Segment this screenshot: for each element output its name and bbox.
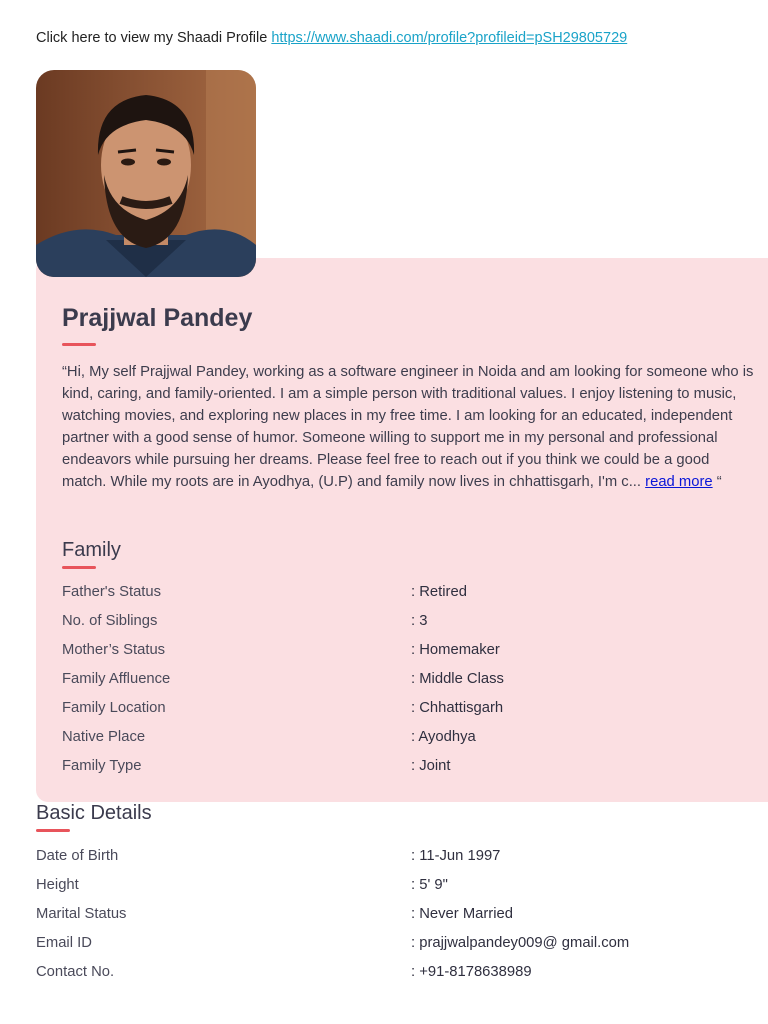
family-section-title: Family — [62, 539, 121, 561]
basic-row-contact — [36, 964, 756, 993]
name-underline — [62, 343, 96, 346]
basic-details-list — [36, 848, 756, 993]
basic-details-section-title: Basic Details — [36, 802, 152, 824]
detail-value: : prajjwalpandey009@ gmail.com — [411, 935, 629, 951]
basic-row-date-of-birth — [36, 848, 756, 877]
basic-row-email — [36, 935, 756, 964]
detail-value: : Never Married — [411, 906, 513, 922]
profile-name: Prajjwal Pandey — [62, 304, 253, 332]
detail-value: : Middle Class — [411, 671, 504, 687]
detail-label: Marital Status — [36, 906, 127, 922]
family-details-list — [62, 584, 762, 787]
detail-label: Family Location — [62, 700, 166, 716]
detail-value: : Retired — [411, 584, 467, 600]
detail-label: Date of Birth — [36, 848, 119, 864]
family-row-mothers-status — [62, 642, 762, 671]
family-row-siblings — [62, 613, 762, 642]
detail-label: Family Type — [62, 758, 142, 774]
bio-text: “Hi, My self Prajjwal Pandey, working as a software engineer in Noida and am looking for someone who is kind, caring, and family-oriented. I am a simple person with traditional values. I enjoy listening to music, watching movies, and exploring new places in my free time. I am looking for an educated, independent partner with a good sense of humor. Someone willing to support me in my personal and professional endeavors while pursuing her dreams. Please feel free to reach out if you think we could be a good match. While my roots are in Ayodhya, (U.P) and family now lives in chhattisgarh, I'm c... — [62, 364, 754, 490]
profile-link-line — [36, 30, 627, 46]
basic-details-title-underline — [36, 829, 70, 832]
family-row-type — [62, 758, 762, 787]
detail-value: : 11-Jun 1997 — [411, 848, 500, 864]
profile-link-prompt: Click here to view my Shaadi Profile — [36, 30, 268, 46]
basic-row-marital-status — [36, 906, 756, 935]
detail-value: : Chhattisgarh — [411, 700, 503, 716]
family-row-location — [62, 700, 762, 729]
detail-label: Mother’s Status — [62, 642, 166, 658]
family-title-underline — [62, 566, 96, 569]
detail-label: Email ID — [36, 935, 92, 951]
bio-close-quote: “ — [716, 474, 722, 490]
family-row-native-place — [62, 729, 762, 758]
detail-label: No. of Siblings — [62, 613, 158, 629]
detail-label: Family Affluence — [62, 671, 171, 687]
detail-value: : +91-8178638989 — [411, 964, 532, 980]
read-more-link[interactable]: read more — [645, 474, 713, 490]
detail-label: Height — [36, 877, 79, 893]
basic-row-height — [36, 877, 756, 906]
profile-photo — [36, 70, 256, 277]
shaadi-profile-link[interactable]: https://www.shaadi.com/profile?profileid=pSH29805729 — [271, 30, 628, 46]
detail-value: : Joint — [411, 758, 451, 774]
profile-bio — [62, 361, 757, 493]
detail-label: Contact No. — [36, 964, 115, 980]
family-row-fathers-status — [62, 584, 762, 613]
detail-value: : 3 — [411, 613, 427, 629]
detail-label: Native Place — [62, 729, 146, 745]
detail-value: : 5' 9" — [411, 877, 448, 893]
family-row-affluence — [62, 671, 762, 700]
detail-value: : Ayodhya — [411, 729, 476, 745]
detail-label: Father's Status — [62, 584, 162, 600]
detail-value: : Homemaker — [411, 642, 500, 658]
